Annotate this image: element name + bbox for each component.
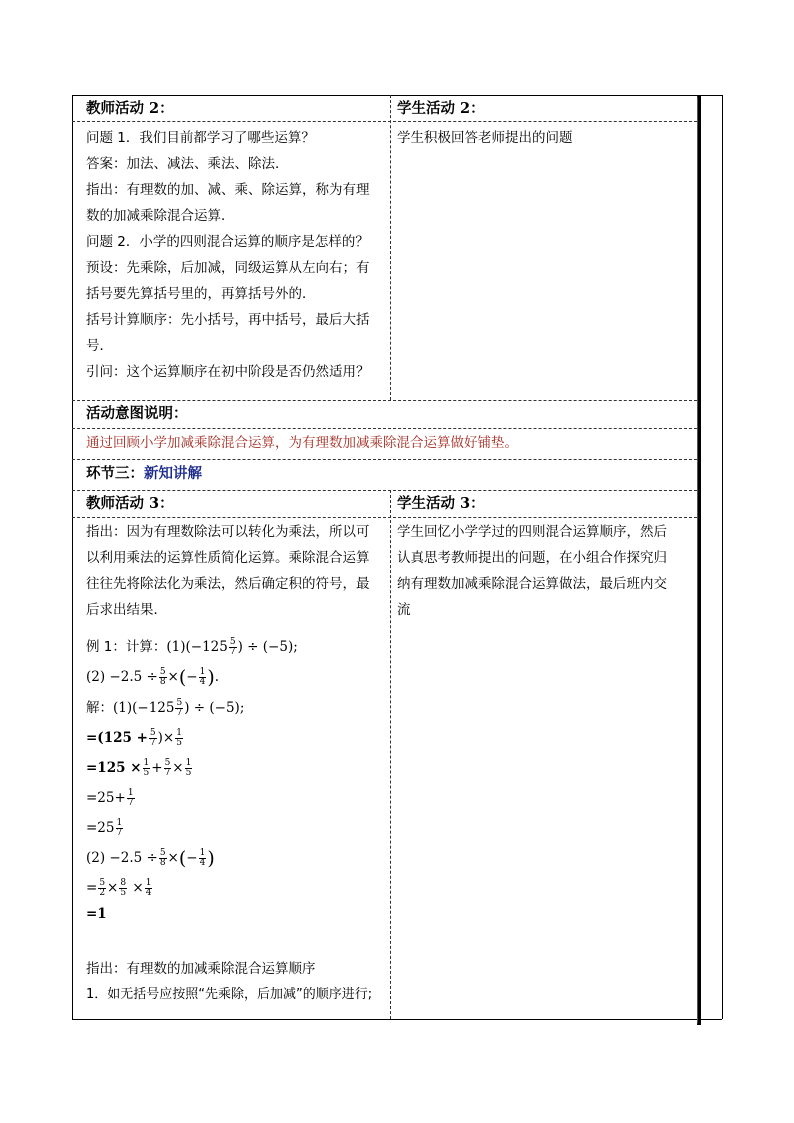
math-term: ) ÷ (−5);	[237, 639, 298, 655]
right-margin-column	[697, 95, 701, 1025]
teacher-activity-2-body	[86, 125, 386, 385]
column-divider-row1	[390, 95, 391, 400]
solution-line	[86, 903, 386, 925]
student-activity-3	[397, 491, 692, 517]
student-activity-3-body	[397, 519, 692, 623]
teacher-activity-3-heading: 教师活动 3：	[86, 495, 174, 512]
text-line: 括号要先算括号里的，再算括号外的．	[86, 286, 316, 302]
text-line: 指出：有理数的加、减、乘、除运算，称为有理	[86, 182, 370, 198]
text-line: 往往先将除法化为乘法，然后确定积的符号，最	[86, 576, 370, 592]
text-line: 数的加减乘除混合运算．	[86, 208, 235, 224]
activity-intent	[86, 401, 686, 427]
solution-line: =(125 + $\frac{5}{7}$ )× $\frac{1}{5}$	[86, 727, 182, 748]
text-line: 学生回忆小学学过的四则混合运算顺序，然后	[397, 524, 667, 540]
text-line: 指出：因为有理数除法可以转化为乘法，所以可	[86, 524, 370, 540]
times-symbol: ×	[167, 669, 179, 685]
column-divider-row2	[390, 490, 391, 1019]
part-label: (1)	[166, 639, 186, 655]
text-line: 括号计算顺序：先小括号，再中括号，最后大括	[86, 312, 370, 328]
student-activity-3-heading: 学生活动 3：	[397, 495, 485, 512]
text-line: 引问：这个运算顺序在初中阶段是否仍然适用？	[86, 364, 370, 380]
fraction: $\frac{5}{2}$	[99, 878, 106, 898]
text-line: 问题 2．小学的四则混合运算的顺序是怎样的？	[86, 234, 369, 250]
row2-heading-divider	[72, 517, 697, 518]
example-line: (2) −2.5 ÷ $\frac{5}{8}$ ×(− $\frac{1}{4}$ ).	[86, 666, 220, 689]
section-heading	[86, 461, 686, 487]
fraction: $\frac{5}{8}$	[159, 667, 166, 687]
table-bottom-border	[72, 1019, 722, 1020]
fraction: $\frac{5}{7}$	[229, 637, 236, 657]
math-term: (−125	[185, 639, 228, 655]
solution-line: (2) −2.5 ÷ $\frac{5}{8}$ ×(− $\frac{1}{4}$ )	[86, 847, 215, 869]
student-activity-2-heading: 学生活动 2：	[397, 100, 485, 117]
intent-heading-divider	[72, 428, 697, 429]
text-line: 答案：加法、减法、乘法、除法．	[86, 156, 289, 172]
fraction: $\frac{1}{4}$	[199, 847, 206, 868]
teacher-activity-3	[86, 491, 386, 517]
text-line: 1．如无括号应按照“先乘除，后加减”的顺序进行;	[86, 987, 373, 1002]
fraction: $\frac{1}{5}$	[143, 757, 150, 778]
section-title: 新知讲解	[144, 465, 202, 482]
solution-line: =125 × $\frac{1}{5}$ + $\frac{5}{7}$ × $\frac{1}{5}$	[86, 757, 192, 778]
fraction: $\frac{5}{7}$	[176, 697, 183, 718]
solution-line: = $\frac{5}{2}$ × $\frac{8}{5}$ × $\frac{1}{4}$	[86, 878, 152, 898]
teacher-activity-3-tail	[86, 956, 396, 1008]
solution-line: =25 $\frac{1}{7}$	[86, 817, 123, 838]
fraction: $\frac{5}{7}$	[149, 727, 156, 748]
fraction: $\frac{1}{7}$	[127, 787, 134, 808]
fraction: $\frac{1}{7}$	[116, 817, 123, 838]
solution-line: 解：(1)(−125 $\frac{5}{7}$ ) ÷ (−5);	[86, 697, 245, 718]
paren: )	[207, 666, 215, 689]
student-activity-2-body	[397, 125, 692, 151]
minus-symbol: −	[186, 669, 198, 685]
text-line: 预设：先乘除，后加减，同级运算从左向右；有	[86, 260, 370, 276]
intent-bottom-divider	[72, 459, 697, 460]
fraction: $\frac{5}{8}$	[159, 847, 166, 868]
solution-line: =25+ $\frac{1}{7}$	[86, 787, 134, 808]
text-line: 流	[397, 602, 411, 618]
paren: (	[178, 666, 187, 689]
text-line: 号．	[86, 338, 113, 354]
student-activity-2	[397, 96, 692, 122]
fraction: $\frac{1}{5}$	[176, 727, 182, 748]
activity-intent-text	[86, 430, 686, 456]
text-line: 后求出结果．	[86, 602, 167, 618]
result: =1	[86, 906, 107, 922]
activity-intent-heading: 活动意图说明：	[86, 405, 188, 422]
example-label: 例 1：计算：	[86, 639, 167, 655]
part-label: (2)	[86, 669, 106, 685]
example-1	[86, 632, 386, 925]
fraction: $\frac{1}{4}$	[199, 667, 206, 687]
fraction: $\frac{1}{5}$	[185, 757, 192, 778]
fraction: $\frac{1}{4}$	[145, 878, 152, 898]
solution-label: 解：	[86, 699, 113, 716]
teacher-activity-2-heading: 教师活动 2：	[86, 100, 174, 117]
math-term: −2.5 ÷	[109, 669, 158, 685]
text-line: 纳有理数加减乘除混合运算做法，最后班内交	[397, 576, 667, 592]
text-line: 以利用乘法的运算性质简化运算。乘除混合运算	[86, 550, 370, 566]
text-line: 学生积极回答老师提出的问题	[397, 130, 573, 146]
teacher-activity-3-intro	[86, 519, 386, 623]
table-right-border	[722, 95, 723, 1019]
fraction: $\frac{5}{7}$	[164, 757, 171, 778]
teacher-activity-2	[86, 96, 386, 122]
text-line: 指出：有理数的加减乘除混合运算顺序	[86, 961, 316, 977]
text-line: 问题 1．我们目前都学习了哪些运算？	[86, 130, 315, 146]
section-label: 环节三：	[86, 465, 144, 482]
example-line	[86, 632, 386, 662]
text-line: 认真思考教师提出的问题，在小组合作探究归	[397, 550, 667, 566]
table-left-border	[72, 95, 73, 1019]
fraction: $\frac{8}{5}$	[120, 878, 127, 898]
intent-text: 通过回顾小学加减乘除混合运算，为有理数加减乘除混合运算做好铺垫。	[86, 435, 518, 451]
